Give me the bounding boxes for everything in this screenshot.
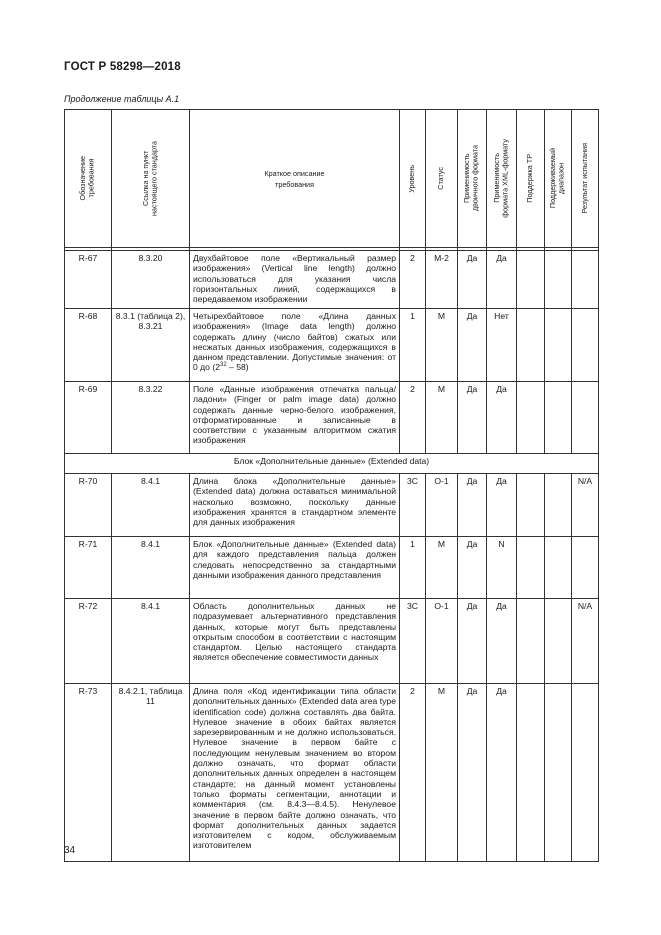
tr-support	[517, 382, 545, 454]
supported-range	[545, 537, 572, 599]
header-standard-reference: Ссылка на пункт настоящего стандарта	[112, 110, 190, 248]
status: M	[426, 309, 458, 382]
xml-applicability: Да	[487, 382, 517, 454]
supported-range	[545, 309, 572, 382]
status: M	[426, 684, 458, 862]
table-row	[65, 599, 599, 684]
requirement-description: Блок «Дополнительные данные» (Extended data) для каждого представления пальца должен следовать непосредственно за стандартными данными изображения данного представления	[190, 537, 400, 599]
requirement-id: R-72	[65, 599, 112, 684]
binary-applicability: Да	[458, 474, 487, 537]
requirement-id: R-67	[65, 251, 112, 309]
table-row	[65, 474, 599, 537]
test-result	[572, 309, 599, 382]
level: 3С	[400, 599, 426, 684]
xml-applicability: N	[487, 537, 517, 599]
group-heading: Блок «Дополнительные данные» (Extended data)	[65, 454, 599, 474]
table-row	[65, 251, 599, 309]
binary-applicability: Да	[458, 382, 487, 454]
binary-applicability: Да	[458, 309, 487, 382]
tr-support	[517, 599, 545, 684]
status: О-1	[426, 599, 458, 684]
requirement-description: Длина блока «Дополнительные данные» (Extended data) должна оставаться минимальной насколько возможно, поскольку данные изображения хранятся в стандартном элементе для данных изображения	[190, 474, 400, 537]
requirement-description: Область дополнительных данных не подразумевает альтернативного представления данных, которые могут быть представлены открытым способом в соответствии с настоящим стандартом. Целью настоящего стандарта является обеспечение совместимости данных	[190, 599, 400, 684]
standard-reference: 8.3.22	[112, 382, 190, 454]
requirement-id: R-71	[65, 537, 112, 599]
xml-applicability: Да	[487, 251, 517, 309]
group-heading-row	[65, 454, 599, 474]
test-result: N/A	[572, 599, 599, 684]
header-binary-applicability: Применимость двоичного формата	[458, 110, 487, 248]
tr-support	[517, 251, 545, 309]
requirement-description: Поле «Данные изображения отпечатка пальца/ладони» (Finger or palm image data) должно содержать данные черно-белого изображения, отформатированные и записанные в соответствии с указанным алгоритмом сжатия изображения	[190, 382, 400, 454]
standard-reference: 8.3.20	[112, 251, 190, 309]
status: О-1	[426, 474, 458, 537]
standard-reference: 8.3.1 (таблица 2), 8.3.21	[112, 309, 190, 382]
tr-support	[517, 684, 545, 862]
xml-applicability: Да	[487, 684, 517, 862]
table-row	[65, 309, 599, 382]
header-test-result: Результат испытания	[572, 110, 599, 248]
test-result: N/A	[572, 474, 599, 537]
header-supported-range: Поддерживаемый диапазон	[545, 110, 572, 248]
status: M	[426, 537, 458, 599]
supported-range	[545, 474, 572, 537]
standard-reference: 8.4.1	[112, 474, 190, 537]
requirements-table	[64, 109, 599, 862]
binary-applicability: Да	[458, 251, 487, 309]
header-row	[65, 110, 599, 248]
header-status: Статус	[426, 110, 458, 248]
standard-title: ГОСТ Р 58298—2018	[64, 61, 181, 73]
level: 1	[400, 309, 426, 382]
header-description: Краткое описание требования	[190, 110, 400, 248]
page-number: 34	[64, 845, 76, 856]
test-result	[572, 684, 599, 862]
status: M-2	[426, 251, 458, 309]
supported-range	[545, 382, 572, 454]
level: 2	[400, 382, 426, 454]
status: M	[426, 382, 458, 454]
requirement-description: Длина поля «Код идентификации типа области дополнительных данных» (Extended data area type identification code) должна составлять два байта. Нулевое значение в обоих байтах является зарезервированным и не должно использоваться. Нулевое значение в первом байте с последующим ненулевым значением во втором должно означать, что формат области дополнительных данных определен в настоящем стандарте; на данный момент установлены только форматы сегментации, аннотации и комментария (см. 8.4.3—8.4.5). Ненулевое значение в первом байте должно означать, что формат дополнительных данных задается изготовителем с кодом, обслуживаемым изготовителем	[190, 684, 400, 862]
requirement-id: R-70	[65, 474, 112, 537]
requirement-description: Четырехбайтовое поле «Длина данных изображения» (Image data length) должно содержать длину (число байтов) сжатых или несжатых данных изображения, содержащихся в данном представлении. Допустимые значения: от 0 до $(2^{32} - 58)$	[190, 309, 400, 382]
xml-applicability: Нет	[487, 309, 517, 382]
test-result	[572, 382, 599, 454]
requirement-id: R-69	[65, 382, 112, 454]
header-requirement-id: Обозначение требования	[65, 110, 112, 248]
test-result	[572, 537, 599, 599]
binary-applicability: Да	[458, 599, 487, 684]
level: 1	[400, 537, 426, 599]
tr-support	[517, 309, 545, 382]
standard-reference: 8.4.2.1, таблица 11	[112, 684, 190, 862]
header-tr-support: Поддержка TP	[517, 110, 545, 248]
table-row	[65, 382, 599, 454]
level: 2	[400, 251, 426, 309]
standard-reference: 8.4.1	[112, 537, 190, 599]
binary-applicability: Да	[458, 537, 487, 599]
header-level: Уровень	[400, 110, 426, 248]
requirement-id: R-73	[65, 684, 112, 862]
test-result	[572, 251, 599, 309]
supported-range	[545, 599, 572, 684]
binary-applicability: Да	[458, 684, 487, 862]
level: 3С	[400, 474, 426, 537]
level: 2	[400, 684, 426, 862]
tr-support	[517, 474, 545, 537]
supported-range	[545, 684, 572, 862]
table-continuation-caption: Продолжение таблицы А.1	[64, 94, 180, 104]
requirement-id: R-68	[65, 309, 112, 382]
header-xml-applicability: Применимость формата XML-формату	[487, 110, 517, 248]
tr-support	[517, 537, 545, 599]
requirement-description: Двухбайтовое поле «Вертикальный размер изображения» (Vertical line length) должно использоваться для указания числа горизонтальных линий, содержащихся в передаваемом изображении	[190, 251, 400, 309]
xml-applicability: Да	[487, 474, 517, 537]
supported-range	[545, 251, 572, 309]
standard-reference: 8.4.1	[112, 599, 190, 684]
table-row	[65, 684, 599, 862]
xml-applicability: Да	[487, 599, 517, 684]
table-row	[65, 537, 599, 599]
